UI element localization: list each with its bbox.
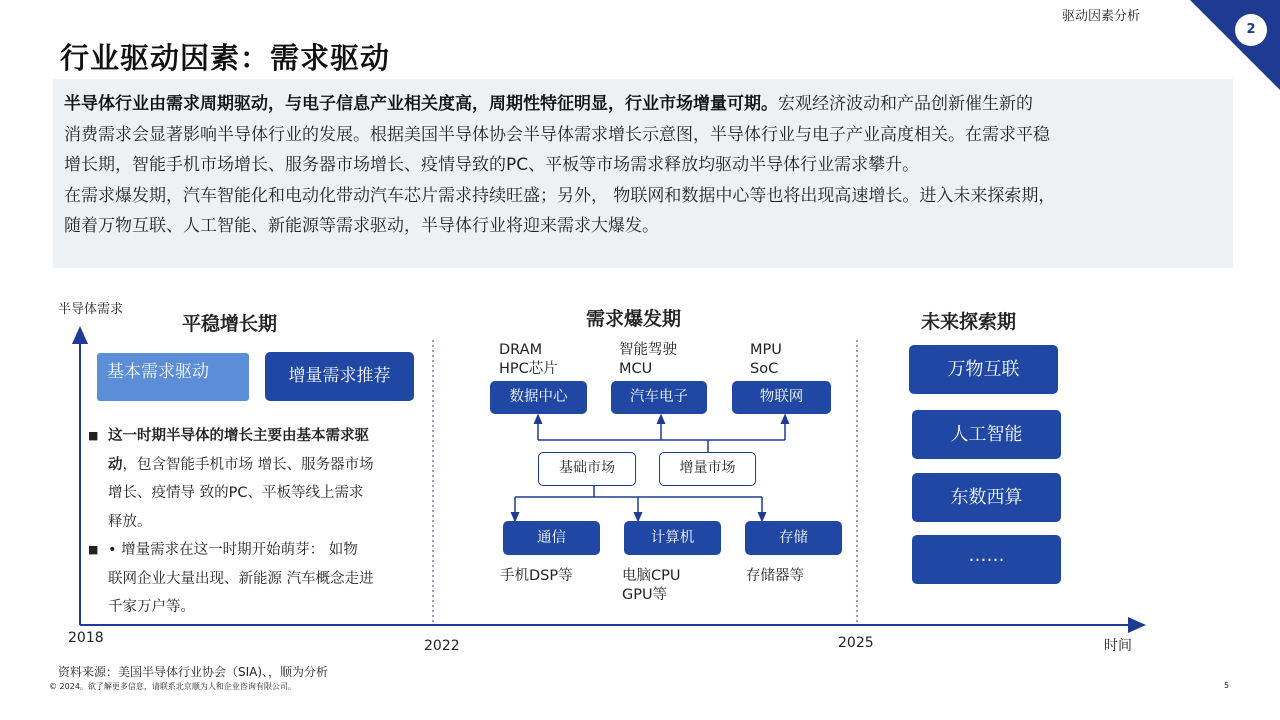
- internet-of-everything-box: 万物互联: [909, 345, 1058, 394]
- year-2025: 2025: [838, 635, 874, 651]
- phase3-title: 未来探索期: [921, 311, 1017, 333]
- bottom-label-1: 手机DSP等: [500, 568, 573, 584]
- bullet1-bold-2: 动: [108, 456, 123, 473]
- copyright: © 2024。欲了解更多信息，请联系北京顺为人和企业咨询有限公司。: [49, 682, 296, 691]
- intro-line-4: 在需求爆发期，汽车智能化和电动化带动汽车芯片需求持续旺盛；另外， 物联网和数据中心等也将出现高速增长。进入未来探索期，: [64, 185, 1056, 206]
- phase2-title: 需求爆发期: [586, 308, 682, 330]
- east-data-west-compute-box: 东数西算: [912, 473, 1061, 522]
- bullet2-line2: 联网企业大量出现、新能源 汽车概念走进: [108, 570, 374, 587]
- bullet2-line3: 千家万户等。: [108, 599, 195, 615]
- page-title: 行业驱动因素：需求驱动: [60, 41, 391, 75]
- source-note: 资料来源：美国半导体行业协会（SIA)、，顺为分析: [58, 665, 329, 679]
- top-label-3: MPU SoC: [750, 342, 782, 377]
- storage-box: 存储: [745, 521, 842, 555]
- incremental-market-box: 增量市场: [659, 452, 756, 486]
- top-label-1: DRAM HPC芯片: [499, 342, 558, 377]
- bullet2-line1: • 增量需求在这一时期开始萌芽： 如物: [108, 542, 358, 558]
- bullet1-line3: 释放。: [108, 513, 152, 530]
- bullet1-bold: 这一时期半导体的增长主要由基本需求驱: [108, 428, 369, 444]
- iot-box: 物联网: [732, 381, 831, 414]
- ai-box: 人工智能: [912, 410, 1061, 459]
- year-2018: 2018: [68, 630, 104, 646]
- section-label: 驱动因素分析: [1062, 9, 1141, 24]
- phase1-bullets: [88, 422, 418, 622]
- basic-market-box: 基础市场: [538, 452, 636, 486]
- bullet-square-icon: ■: [88, 429, 99, 442]
- intro-line-5: 随着万物互联、人工智能、新能源等需求驱动，半导体行业将迎来需求大爆发。: [64, 216, 659, 236]
- more-box: ……: [912, 535, 1061, 584]
- bullet1-line2: 增长、疫情导 致的PC、平板等线上需求: [108, 485, 364, 501]
- computer-box: 计算机: [624, 521, 721, 555]
- bullet-1: [88, 422, 418, 536]
- intro-line-3: 增长期，智能手机市场增长、服务器市场增长、疫情导致的PC、平板等市场需求释放均驱动半导体行业需求攀升。: [64, 155, 920, 175]
- intro-line-2: 消费需求会显著影响半导体行业的发展。根据美国半导体协会半导体需求增长示意图，半导体行业与电子产业高度相关。在需求平稳: [64, 124, 1050, 145]
- bullet1-rest: ，包含智能手机市场 增长、服务器市场: [122, 456, 374, 473]
- bottom-label-2: 电脑CPU GPU等: [622, 568, 681, 603]
- intro-line1-rest: 宏观经济波动和产品创新催生新的: [778, 94, 1033, 114]
- communication-box: 通信: [503, 521, 600, 555]
- year-2022: 2022: [424, 638, 460, 654]
- bullet-square-icon: ■: [88, 543, 99, 556]
- auto-electronics-box: 汽车电子: [611, 381, 707, 414]
- top-label-2: 智能驾驶 MCU: [619, 342, 677, 377]
- bullet-2: [88, 536, 418, 622]
- intro-bold: 半导体行业由需求周期驱动，与电子信息产业相关度高，周期性特征明显，行业市场增量可期。: [64, 94, 778, 114]
- bottom-label-3: 存储器等: [746, 568, 804, 584]
- footer-page-number: 5: [1224, 681, 1230, 690]
- basic-demand-box: 基本需求驱动: [97, 353, 249, 401]
- incremental-demand-box: 增量需求推荐: [265, 352, 414, 401]
- phase1-title: 平稳增长期: [182, 313, 278, 335]
- page-number-badge: 2: [1235, 14, 1267, 46]
- y-axis-label: 半导体需求: [58, 302, 124, 317]
- data-center-box: 数据中心: [490, 381, 587, 414]
- x-axis-label: 时间: [1104, 638, 1132, 654]
